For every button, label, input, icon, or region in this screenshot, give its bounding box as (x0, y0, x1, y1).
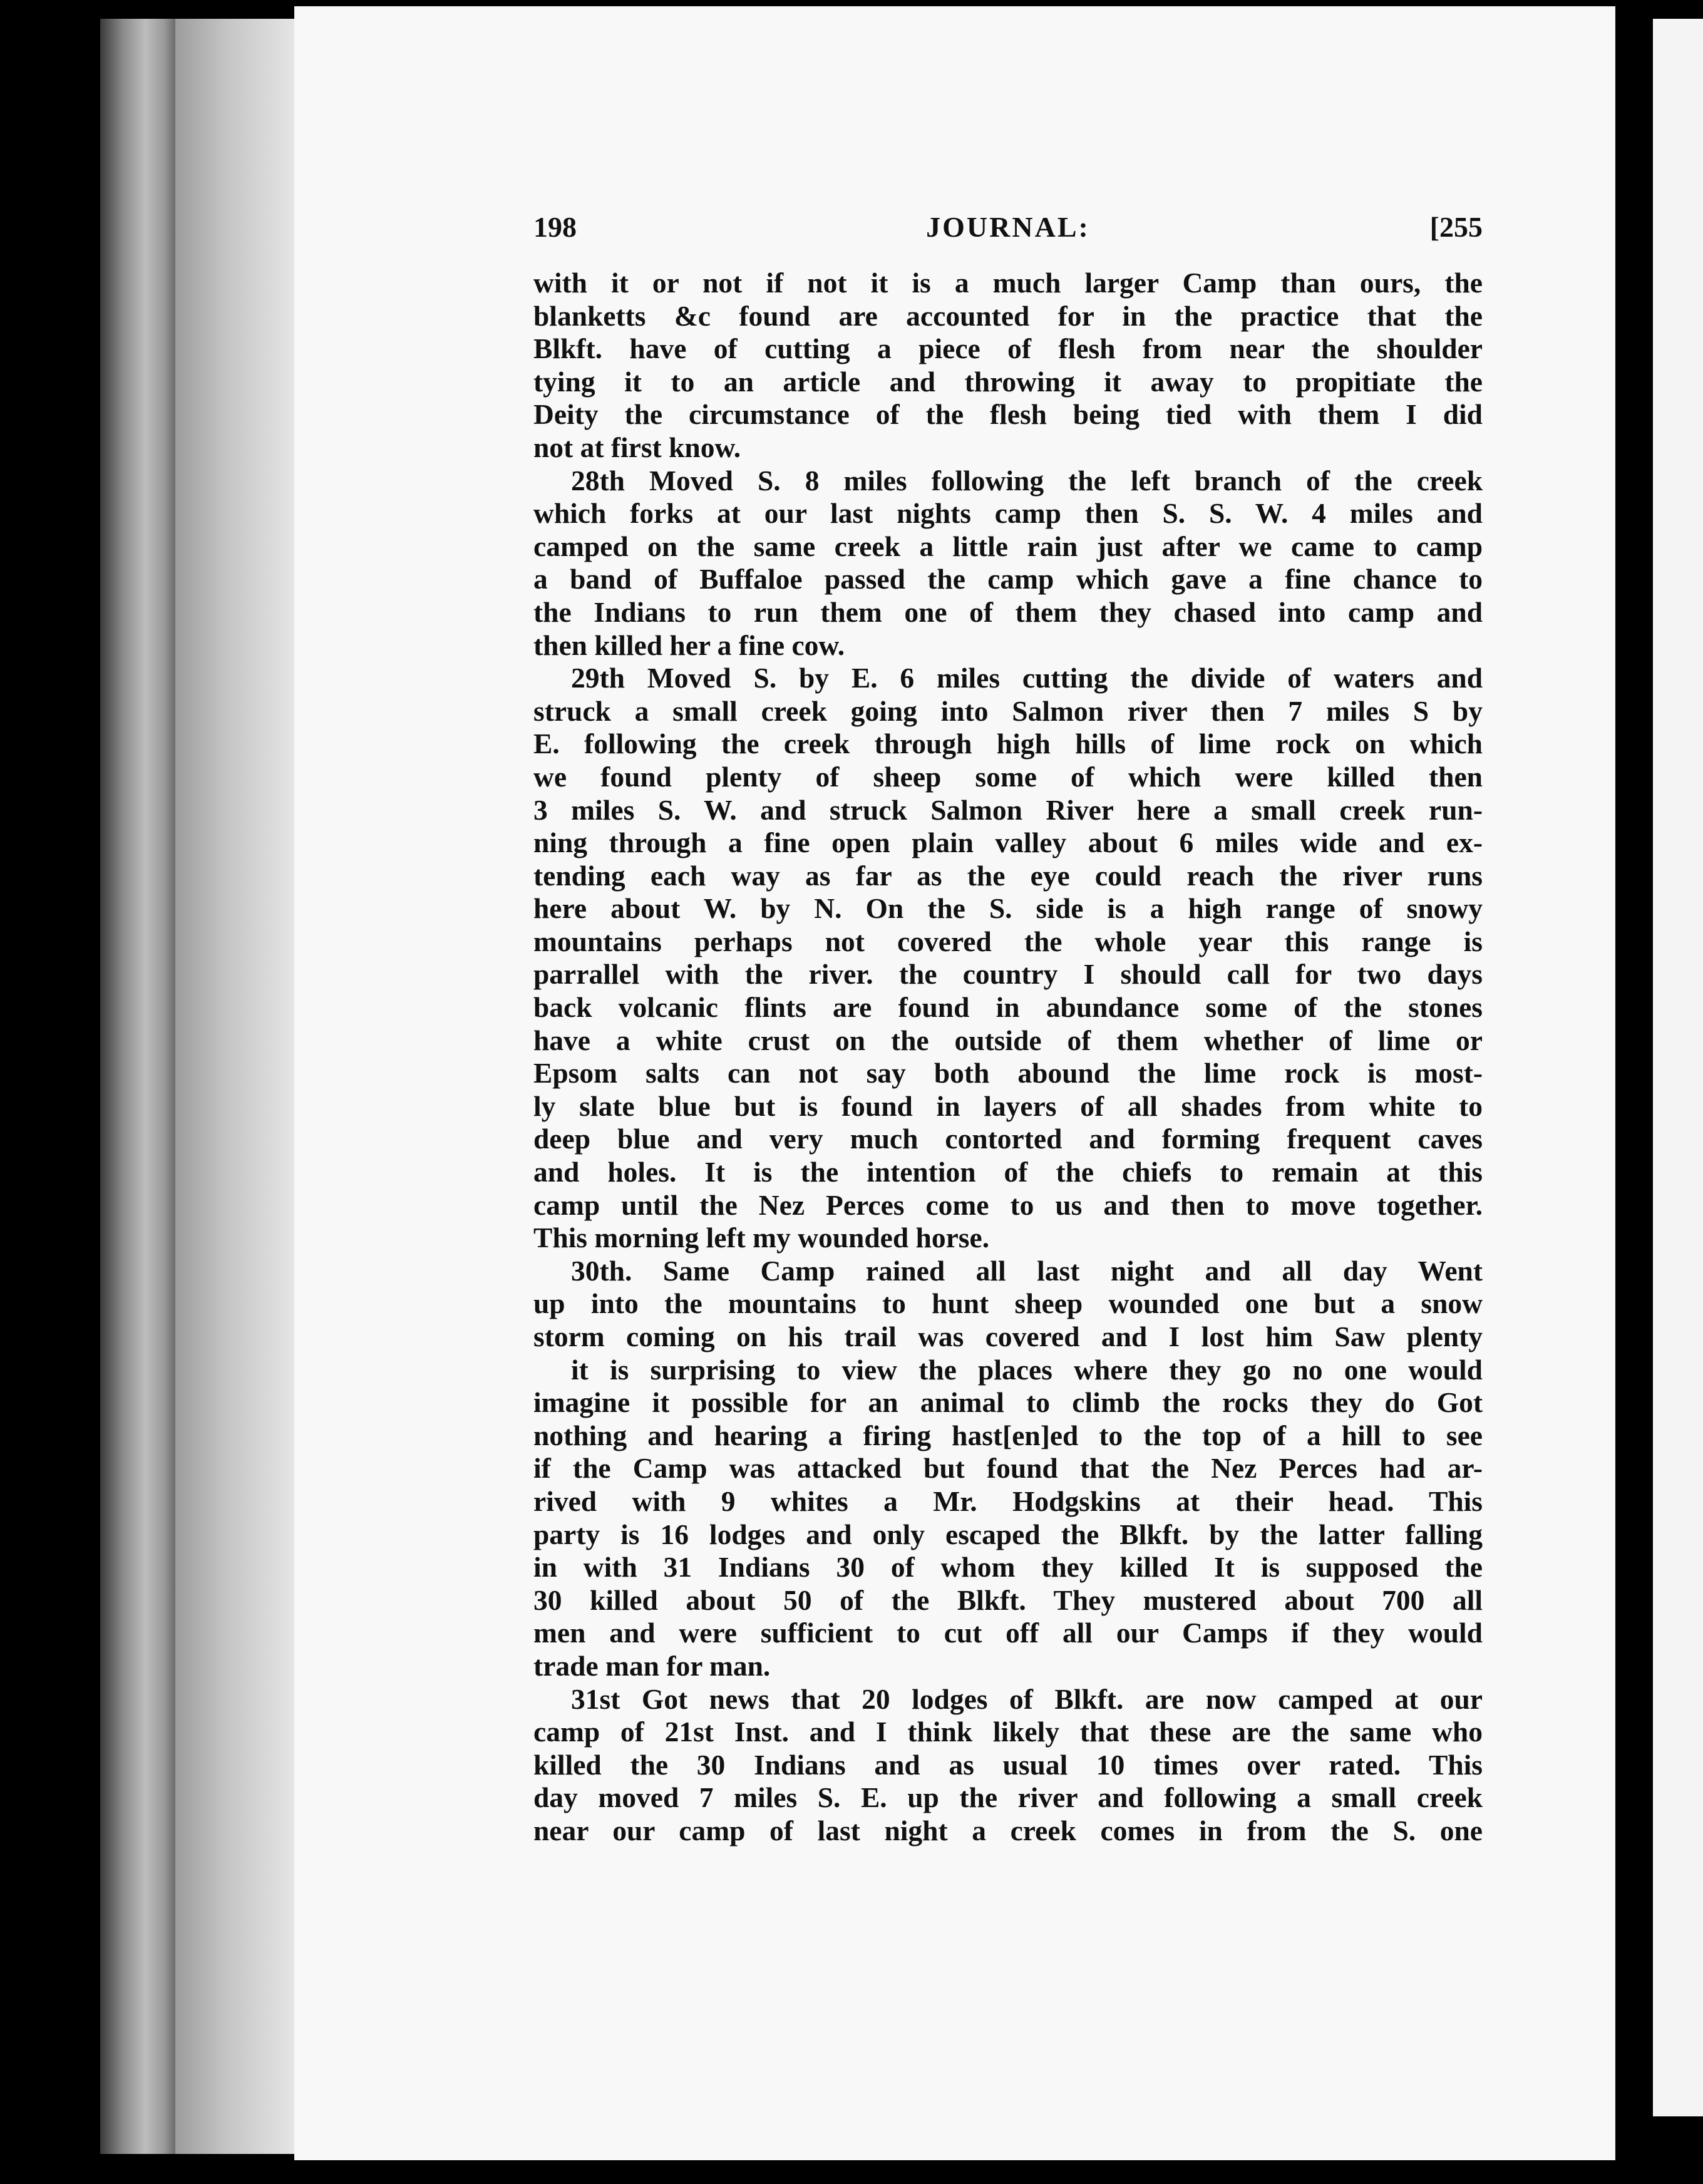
text-line: Deity the circumstance of the flesh being tied with them I did (533, 398, 1483, 431)
text-line: rived with 9 whites a Mr. Hodgskins at their head. This (533, 1485, 1483, 1517)
text-line: back volcanic flints are found in abundance some of the stones (533, 991, 1483, 1024)
running-title: JOURNAL: (926, 211, 1090, 243)
text-line: and holes. It is the intention of the chiefs to remain at this (533, 1156, 1483, 1188)
text-line: blanketts &c found are accounted for in the practice that the (533, 299, 1483, 332)
text-line: we found plenty of sheep some of which were killed then (533, 760, 1483, 793)
text-line: killed the 30 Indians and as usual 10 times over rated. This (533, 1748, 1483, 1781)
text-line: ning through a fine open plain valley about 6 miles wide and ex- (533, 827, 1483, 859)
text-line: ly slate blue but is found in layers of all shades from white to (533, 1089, 1483, 1122)
text-line: day moved 7 miles S. E. up the river and following a small creek (533, 1781, 1483, 1814)
text-line: E. following the creek through high hills of lime rock on which (533, 728, 1483, 760)
text-line: imagine it possible for an animal to climb the rocks they do Got (533, 1386, 1483, 1419)
text-line: Epsom salts can not say both abound the lime rock is most- (533, 1057, 1483, 1089)
text-line: camp of 21st Inst. and I think likely that these are the same who (533, 1716, 1483, 1748)
text-line: 30th. Same Camp rained all last night and all day Went (571, 1254, 1483, 1287)
text-line: then killed her a fine cow. (533, 629, 845, 661)
text-line: with it or not if not it is a much larger Camp than ours, the (533, 267, 1483, 299)
text-line: tying it to an article and throwing it away to propitiate the (533, 365, 1483, 398)
text-line: 30 killed about 50 of the Blkft. They mustered about 700 all (533, 1584, 1483, 1616)
text-line: not at first know. (533, 431, 741, 463)
text-line: in with 31 Indians 30 of whom they killed It is supposed the (533, 1551, 1483, 1584)
text-line: camped on the same creek a little rain just after we came to camp (533, 530, 1483, 562)
text-line: struck a small creek going into Salmon river then 7 miles S by (533, 694, 1483, 727)
text-line: mountains perhaps not covered the whole year this range is (533, 925, 1483, 957)
text-line: camp until the Nez Perces come to us and then to move together. (533, 1188, 1483, 1221)
text-line: a band of Buffaloe passed the camp which gave a fine chance to (533, 563, 1483, 595)
text-line: storm coming on his trail was covered and I lost him Saw plenty (533, 1321, 1483, 1352)
text-line: trade man for man. (533, 1649, 771, 1682)
text-line: 28th Moved S. 8 miles following the left branch of the creek (571, 464, 1483, 497)
text-line: the Indians to run them one of them they chased into camp and (533, 595, 1483, 628)
page-stack-edge (175, 19, 301, 2154)
text-line: party is 16 lodges and only escaped the Blkft. by the latter falling (533, 1518, 1483, 1550)
text-line: 29th Moved S. by E. 6 miles cutting the divide of waters and (571, 662, 1483, 694)
book-spine (100, 19, 175, 2154)
facing-page-edge (1653, 19, 1703, 2116)
running-header (533, 210, 1483, 254)
text-line: This morning left my wounded horse. (533, 1222, 990, 1254)
text-line: nothing and hearing a firing hast[en]ed to the top of a hill to see (533, 1419, 1483, 1451)
text-line: near our camp of last night a creek comes in from the S. one (533, 1814, 1483, 1847)
text-line: it is surprising to view the places where they go no one would (571, 1353, 1483, 1386)
text-line: have a white crust on the outside of them whether of lime or (533, 1024, 1483, 1056)
original-page-marker: [255 (1429, 211, 1483, 243)
text-line: up into the mountains to hunt sheep wounded one but a snow (533, 1287, 1483, 1320)
text-line: Blkft. have of cutting a piece of flesh from near the shoulder (533, 332, 1483, 365)
journal-body-text (533, 267, 1483, 1848)
page-number: 198 (533, 211, 577, 243)
text-line: which forks at our last nights camp then S. S. W. 4 miles and (533, 497, 1483, 530)
text-line: 3 miles S. W. and struck Salmon River here a small creek run- (533, 793, 1483, 826)
text-line: parrallel with the river. the country I should call for two days (533, 958, 1483, 991)
text-line: deep blue and very much contorted and forming frequent caves (533, 1123, 1483, 1155)
text-line: tending each way as far as the eye could reach the river runs (533, 859, 1483, 892)
text-line: if the Camp was attacked but found that the Nez Perces had ar- (533, 1452, 1483, 1485)
text-line: men and were sufficient to cut off all our Camps if they would (533, 1617, 1483, 1649)
text-line: 31st Got news that 20 lodges of Blkft. are now camped at our (571, 1682, 1483, 1715)
text-line: here about W. by N. On the S. side is a high range of snowy (533, 892, 1483, 925)
